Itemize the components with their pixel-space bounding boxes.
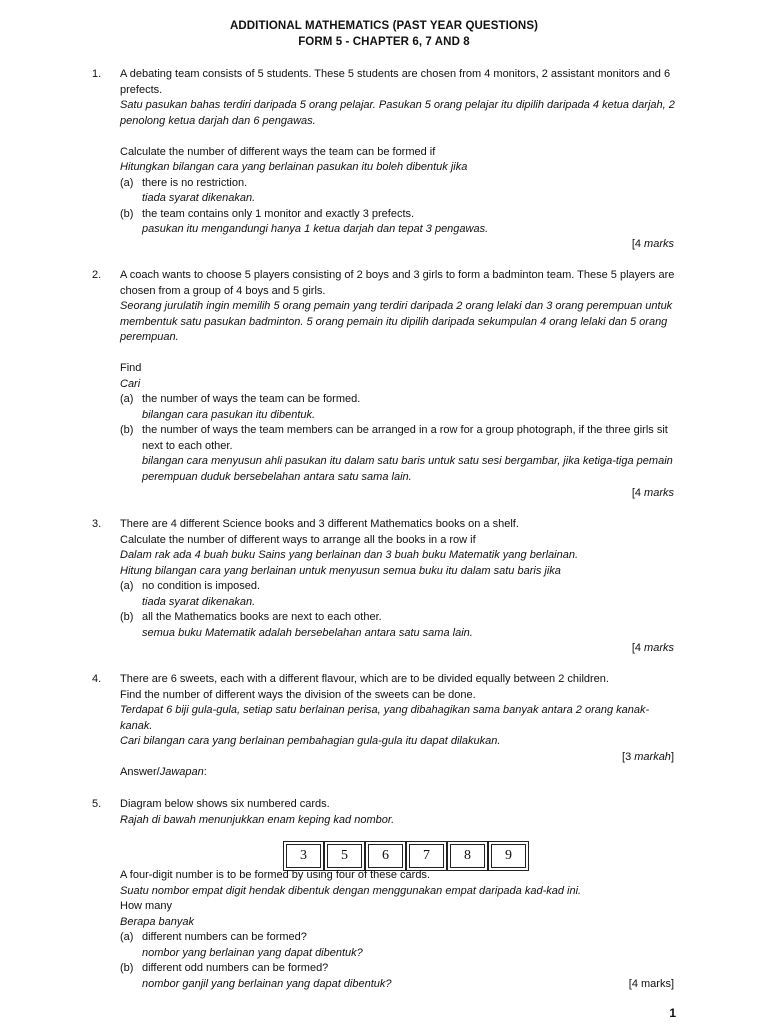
number-card: 3 xyxy=(286,844,321,868)
question-find-en: Find xyxy=(120,362,142,374)
part-text-en: the number of ways the team can be formed. xyxy=(142,393,361,405)
question-text-en-2: A four-digit number is to be formed by using four of these cards. xyxy=(120,869,430,881)
part-label: (a) xyxy=(120,393,134,405)
question-text-en: There are 4 different Science books and 3 different Mathematics books on a shelf. xyxy=(120,518,519,530)
page-title-line-2: FORM 5 - CHAPTER 6, 7 AND 8 xyxy=(298,36,470,48)
marks-label: [4 marks xyxy=(631,487,674,499)
number-card: 7 xyxy=(409,844,444,868)
part-text-ms: bilangan cara pasukan itu dibentuk. xyxy=(142,408,316,421)
answer-label: Answer/Jawapan: xyxy=(120,766,207,778)
part-b xyxy=(120,207,680,238)
question-text-en-2: Find the number of different ways the division of the sweets can be done. xyxy=(120,688,476,701)
part-b xyxy=(120,610,680,641)
page-title-line-1: ADDITIONAL MATHEMATICS (PAST YEAR QUESTIONS) xyxy=(229,20,539,32)
question-text-ms-2: Hitung bilangan cara yang berlainan untuk menyusun semua buku itu dalam satu baris jika xyxy=(120,564,561,577)
part-label: (b) xyxy=(120,424,134,436)
page-number: 1 xyxy=(669,1006,676,1020)
question-body xyxy=(120,517,680,641)
question-number: 4. xyxy=(92,673,102,685)
question-number: 1. xyxy=(92,68,102,80)
question-text-ms-2: Suatu nombor empat digit hendak dibentuk dengan menggunakan empat daripada kad-kad ini. xyxy=(120,884,582,897)
part-label: (b) xyxy=(120,962,134,974)
part-text-en: all the Mathematics books are next to each other. xyxy=(142,611,382,623)
question-find-ms: Cari xyxy=(120,377,141,390)
part-label: (a) xyxy=(120,931,134,943)
question-number: 5. xyxy=(92,798,102,810)
part-text-en: the team contains only 1 monitor and exactly 3 prefects. xyxy=(142,207,415,220)
part-a xyxy=(120,392,680,423)
question-body xyxy=(120,67,680,238)
marks-label: [4 marks xyxy=(631,642,674,654)
question-text-ms: Dalam rak ada 4 buah buku Sains yang berlainan dan 3 buah buku Matematik yang berlainan. xyxy=(120,549,579,561)
question-text-en: A debating team consists of 5 students. These 5 students are chosen from 4 monitors, 2 assistant monitors and 6 prefects. xyxy=(120,68,671,96)
question-body xyxy=(120,268,680,485)
marks-label: [3 markah] xyxy=(622,751,674,763)
question-number: 3. xyxy=(92,518,102,530)
part-text-en: the number of ways the team members can be arranged in a row for a group photograph, if the three girls sit next to each other. xyxy=(142,424,668,452)
question-howmany-ms: Berapa banyak xyxy=(120,915,194,928)
question-text-ms: Terdapat 6 biji gula-gula, setiap satu berlainan perisa, yang dibahagikan sama banyak antara 2 orang kanak-kanak. xyxy=(120,704,650,732)
question-text-ms: Seorang jurulatih ingin memilih 5 orang pemain yang terdiri daripada 2 orang lelaki dan 3 orang perempuan untuk membentuk satu pasukan badminton. 5 orang pemain itu dipilih daripada sekumpulan 4 orang lelaki dan 5 orang perempuan. xyxy=(120,300,673,343)
question-prompt-en: Calculate the number of different ways the team can be formed if xyxy=(120,145,436,158)
number-cards xyxy=(286,844,526,868)
question-body xyxy=(120,672,680,781)
part-label: (a) xyxy=(120,176,134,189)
part-label: (a) xyxy=(120,580,134,592)
part-label: (b) xyxy=(120,611,134,623)
part-text-en: no condition is imposed. xyxy=(142,580,261,592)
number-card: 8 xyxy=(450,844,485,868)
question-text-en: A coach wants to choose 5 players consisting of 2 boys and 3 girls to form a badminton team. These 5 players are chosen from a group of 4 boys and 5 girls. xyxy=(120,269,675,297)
part-text-ms: nombor yang berlainan yang dapat dibentuk? xyxy=(142,946,363,959)
marks-label: [4 marks] xyxy=(628,978,674,990)
part-text-ms: nombor ganjil yang berlainan yang dapat dibentuk? xyxy=(142,977,392,990)
question-text-en: There are 6 sweets, each with a different flavour, which are to be divided equally between 2 children. xyxy=(120,673,609,685)
part-text-ms: bilangan cara menyusun ahli pasukan itu dalam satu baris untuk satu sesi bergambar, jika ketiga-tiga pemain perempuan duduk bersebelahan antara satu sama lain. xyxy=(142,455,673,483)
part-text-ms: semua buku Matematik adalah bersebelahan antara satu sama lain. xyxy=(142,626,473,639)
question-number: 2. xyxy=(92,269,102,281)
question-howmany-en: How many xyxy=(120,900,172,912)
part-b xyxy=(120,961,680,992)
question-prompt-ms: Hitungkan bilangan cara yang berlainan pasukan itu boleh dibentuk jika xyxy=(120,161,468,173)
part-b xyxy=(120,423,680,485)
number-card: 9 xyxy=(491,844,526,868)
part-text-ms: tiada syarat dikenakan. xyxy=(142,595,256,608)
part-text-en: different odd numbers can be formed? xyxy=(142,962,329,974)
part-text-en: there is no restriction. xyxy=(142,176,248,189)
part-a xyxy=(120,176,680,207)
part-text-ms: tiada syarat dikenakan. xyxy=(142,192,256,204)
part-text-en: different numbers can be formed? xyxy=(142,931,307,943)
part-a xyxy=(120,579,680,610)
part-label: (b) xyxy=(120,207,134,220)
question-body xyxy=(120,797,680,828)
number-card: 5 xyxy=(327,844,362,868)
part-a xyxy=(120,930,680,961)
marks-label: [4 marks xyxy=(631,238,674,250)
question-text-ms-2: Cari bilangan cara yang berlainan pembahagian gula-gula itu dapat dilakukan. xyxy=(120,735,501,747)
question-text-ms: Rajah di bawah menunjukkan enam keping kad nombor. xyxy=(120,813,395,826)
question-text-en-2: Calculate the number of different ways to arrange all the books in a row if xyxy=(120,533,476,546)
question-body xyxy=(120,868,680,992)
question-text-en: Diagram below shows six numbered cards. xyxy=(120,798,330,810)
part-text-ms: pasukan itu mengandungi hanya 1 ketua darjah dan tepat 3 pengawas. xyxy=(142,223,489,235)
question-text-ms: Satu pasukan bahas terdiri daripada 5 orang pelajar. Pasukan 5 orang pelajar itu dipilih daripada 4 ketua darjah, 2 penolong ketua darjah dan 6 pengawas. xyxy=(120,99,675,127)
number-card: 6 xyxy=(368,844,403,868)
